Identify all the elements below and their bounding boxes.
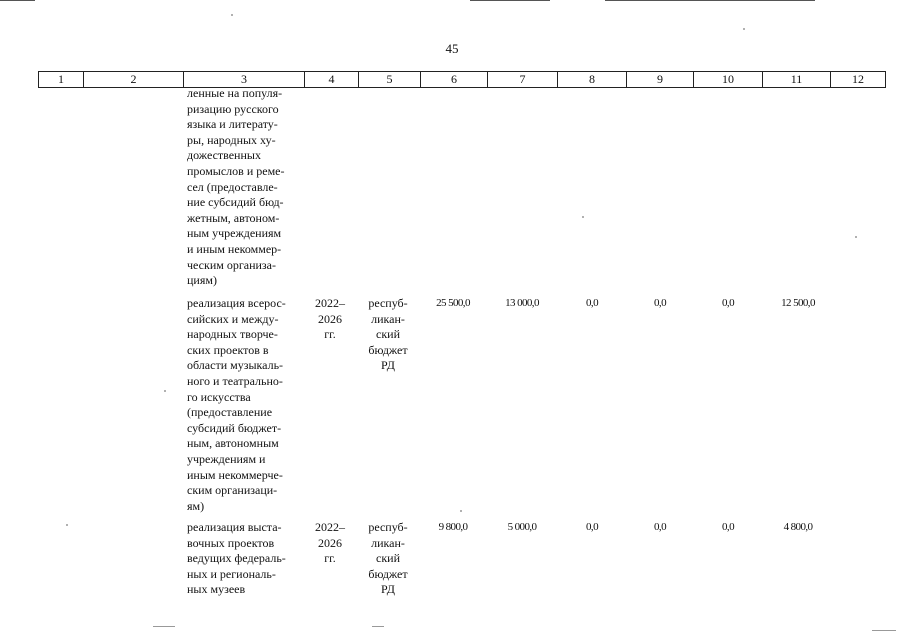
scan-speck [66,524,68,526]
row-description [187,296,299,514]
text-line: респуб- [368,296,408,310]
scan-speck [231,14,233,16]
text-line: ведущих федераль- [187,551,286,566]
column-header-11: 11 [762,72,830,87]
table-header-row [38,71,886,88]
text-line: ным, автономным [187,436,279,451]
row-funding-source [360,520,416,598]
scan-speck [153,626,175,627]
column-header-4: 4 [304,72,358,87]
text-line: респуб- [368,520,408,534]
scan-speck [164,390,166,392]
text-line: (предоставление [187,405,273,420]
column-header-2: 2 [83,72,183,87]
page-number: 45 [445,41,459,56]
text-line: жетным, автоном- [187,210,280,225]
text-line: ликан- [371,311,405,326]
scan-speck [582,216,584,218]
text-line: области музыкаль- [187,358,284,373]
text-line: ленные на популя- [187,86,283,100]
text-line: 2022– [315,296,345,310]
row-funding-source [360,296,416,374]
text-line: бюджет [368,566,408,581]
text-line: дожественных [187,148,261,163]
text-line: ским организаци- [187,483,278,498]
column-header-3: 3 [183,72,304,87]
row-period [305,520,355,567]
text-line: циям) [187,273,217,288]
text-line: РД [381,358,395,373]
row-value-col10: 0,0 [722,521,734,533]
text-line: сел (предоставле- [187,179,278,194]
row-value-col11: 12 500,0 [781,297,815,309]
text-line: гг. [324,327,336,342]
text-line: сийских и между- [187,311,279,326]
scan-artifact-line [605,0,815,1]
text-line: 2026 [318,535,342,550]
text-line: РД [381,582,395,597]
text-line: реализация выста- [187,520,282,534]
scan-speck [372,626,384,627]
text-line: ного и театрально- [187,373,283,388]
text-line: субсидий бюджет- [187,420,282,435]
scan-artifact-line [470,0,550,1]
text-line: и иным некоммер- [187,241,282,256]
scan-speck [872,630,896,631]
text-line: реализация всерос- [187,296,286,310]
row-value-col6: 25 500,0 [436,297,470,309]
row-value-col10: 0,0 [722,297,734,309]
column-header-12: 12 [830,72,886,87]
text-line: гг. [324,551,336,566]
column-header-1: 1 [38,72,83,87]
text-line: ных и региональ- [187,566,276,581]
row-period [305,296,355,343]
text-line: народных творче- [187,327,278,342]
text-line: промыслов и реме- [187,163,285,178]
row-value-col9: 0,0 [654,297,666,309]
text-line: ский [376,327,400,342]
scan-speck [743,28,745,30]
column-header-7: 7 [487,72,557,87]
text-line: ям) [187,498,205,513]
text-line: ры, народных ху- [187,132,276,147]
text-line: ских проектов в [187,342,269,357]
text-line: ных музеев [187,582,246,597]
text-line: бюджет [368,342,408,357]
row-value-col7: 5 000,0 [507,521,537,533]
column-header-10: 10 [693,72,762,87]
row-value-col6: 9 800,0 [438,521,468,533]
column-header-8: 8 [557,72,626,87]
text-line: 2026 [318,311,342,326]
text-line: ным учреждениям [187,226,282,241]
row-value-col11: 4 800,0 [783,521,813,533]
text-line: го искусства [187,389,251,404]
column-header-6: 6 [420,72,487,87]
column-header-5: 5 [358,72,420,87]
row-value-col8: 0,0 [586,297,598,309]
row-value-col9: 0,0 [654,521,666,533]
text-line: ческим организа- [187,257,276,272]
text-line: иным некоммерче- [187,467,283,482]
text-line: ликан- [371,535,405,550]
scan-speck [460,510,462,512]
text-line: ский [376,551,400,566]
text-line: языка и литерату- [187,117,278,132]
text-line: 2022– [315,520,345,534]
text-line: учреждениям и [187,451,266,466]
text-line: ние субсидий бюд- [187,195,284,210]
text-line: ризацию русского [187,101,279,116]
row-value-col7: 13 000,0 [505,297,539,309]
row-description [187,520,299,598]
scan-artifact-line [0,0,35,1]
row-value-col8: 0,0 [586,521,598,533]
text-line: вочных проектов [187,535,275,550]
scan-speck [855,236,857,238]
continuation-description [187,86,299,289]
column-header-9: 9 [626,72,693,87]
